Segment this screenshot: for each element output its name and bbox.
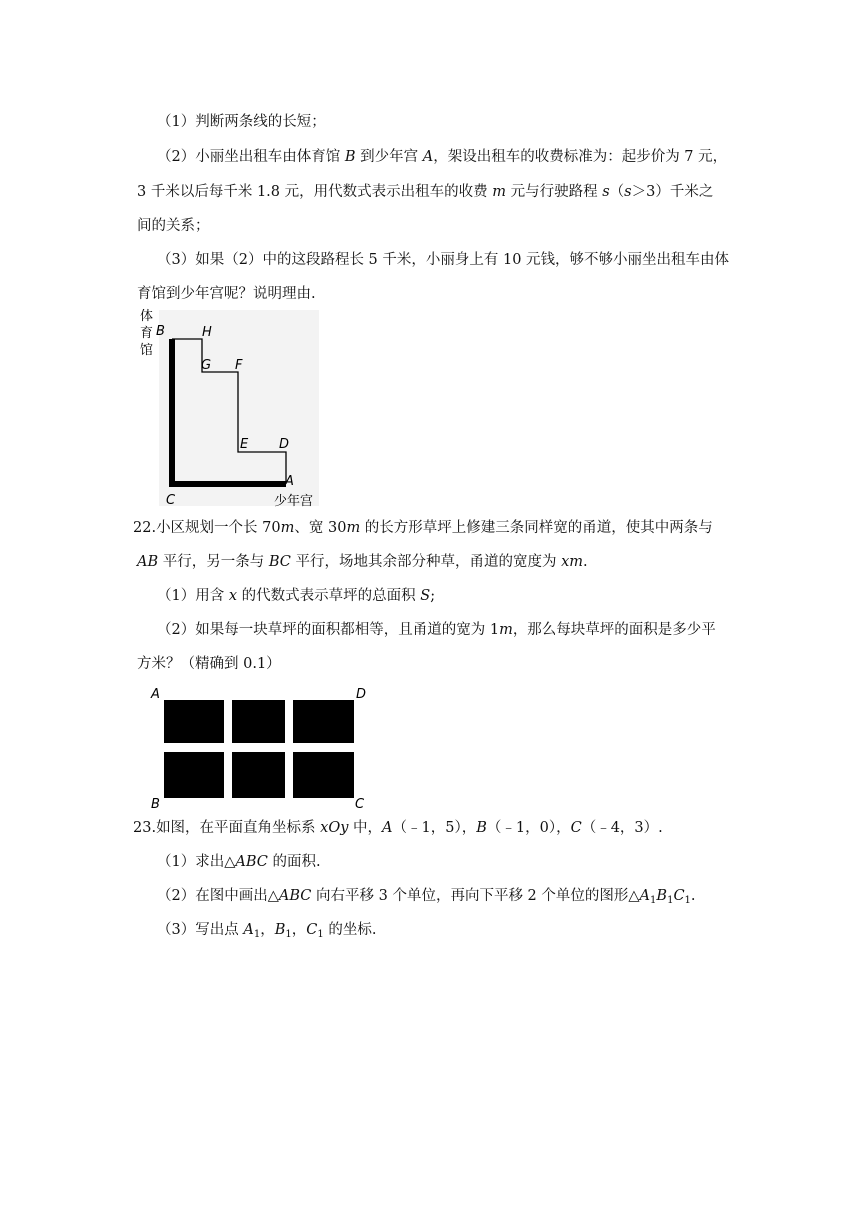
- q23-number: 23.: [133, 820, 157, 836]
- q23-part1: （1）求出△ABC 的面积.: [157, 854, 321, 870]
- q22-line1: 22.小区规划一个长 70m、宽 30m 的长方形草坪上修建三条同样宽的甬道，使其中两条与: [133, 520, 713, 536]
- label-d: D: [279, 437, 290, 452]
- label-f: F: [235, 358, 243, 373]
- q23-part2: （2）在图中画出△ABC 向右平移 3 个单位，再向下平移 2 个单位的图形$\triangle A_1B_1C_1$.: [157, 888, 696, 906]
- label-youth-palace: 少年宫: [274, 494, 314, 508]
- q22-part2-line2: 方米？（精确到 0.1）: [137, 656, 281, 672]
- q21-part2-line3: 间的关系；: [137, 218, 210, 234]
- label-a: A: [151, 687, 160, 702]
- q21-part2-line2: 3 千米以后每千米 1.8 元，用代数式表示出租车的收费 m 元与行驶路程 s（s＞3）千米之: [137, 184, 714, 200]
- label-g: G: [201, 358, 212, 373]
- q22-number: 22.: [133, 520, 157, 536]
- q22-part2-line1: （2）如果每一块草坪的面积都相等，且甬道的宽为 1m，那么每块草坪的面积是多少平: [157, 622, 716, 638]
- q22-part1: （1）用含 x 的代数式表示草坪的总面积 S;: [157, 588, 436, 604]
- label-d: D: [356, 687, 367, 702]
- q22-lawn-figure: [148, 684, 376, 810]
- q23-part3: （3）写出点 $A_1$，$B_1$，$C_1$ 的坐标.: [157, 922, 377, 940]
- q21-part2-line1: （2）小丽坐出租车由体育馆 B 到少年宫 A，架设出租车的收费标准为：起步价为 7 元，: [157, 149, 728, 165]
- label-gym-2: 育: [140, 326, 154, 341]
- label-gym-3: 馆: [140, 343, 154, 358]
- label-e: E: [240, 437, 249, 452]
- q21-part3-line1: （3）如果（2）中的这段路程长 5 千米，小丽身上有 10 元钱，够不够小丽坐出租车由体: [157, 252, 730, 268]
- label-a: A: [285, 474, 294, 489]
- q21-part1: （1）判断两条线的长短；: [157, 114, 326, 130]
- q21-part3-line2: 育馆到少年宫呢？说明理由.: [137, 286, 316, 302]
- q23-line1: 23.如图，在平面直角坐标系 xOy 中，A（﹣1，5），B（﹣1，0），C（﹣4，3）.: [133, 820, 663, 836]
- walkway-vertical-1: [224, 700, 232, 798]
- label-b: B: [151, 797, 160, 810]
- label-c: C: [355, 797, 365, 810]
- label-c: C: [166, 493, 176, 508]
- q21-route-figure: [140, 308, 340, 508]
- label-gym-1: 体: [140, 309, 154, 324]
- label-b: B: [156, 324, 165, 339]
- label-h: H: [202, 325, 212, 340]
- walkway-horizontal: [164, 743, 354, 752]
- walkway-vertical-2: [285, 700, 293, 798]
- q22-line2: AB 平行，另一条与 BC 平行，场地其余部分种草，甬道的宽度为 xm.: [137, 554, 588, 570]
